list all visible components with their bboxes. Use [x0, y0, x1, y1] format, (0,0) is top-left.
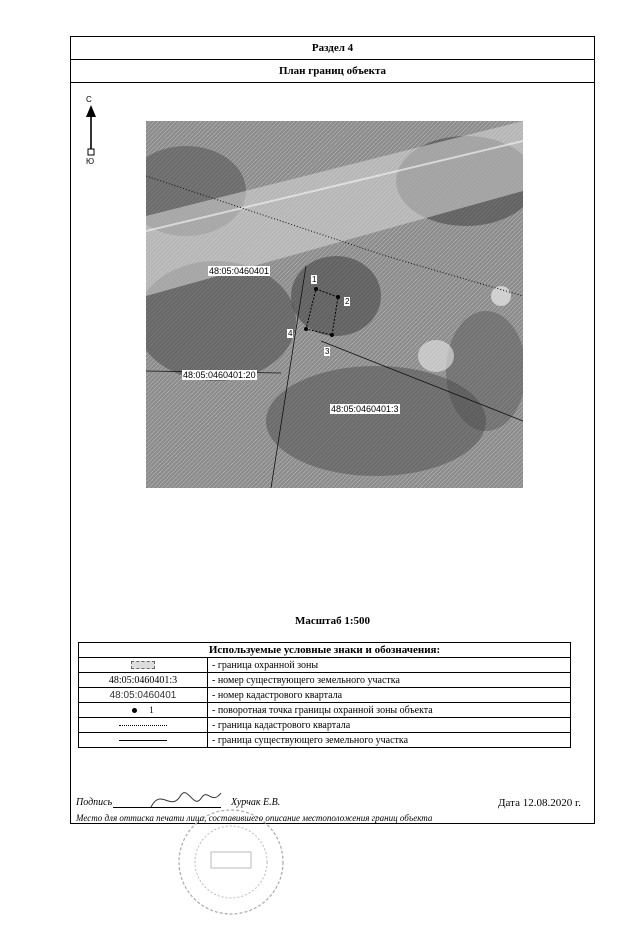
north-arrow-icon — [85, 105, 97, 157]
legend-row — [79, 658, 571, 673]
solid-line-symbol — [119, 740, 167, 741]
map-label-parcel-20: 48:05:0460401:20 — [183, 370, 256, 380]
legend-table — [78, 642, 571, 748]
legend-row — [79, 718, 571, 733]
map-label-quarter: 48:05:0460401 — [209, 266, 270, 276]
legend-desc: - поворотная точка границы охранной зоны объекта — [208, 703, 571, 718]
legend-symbol-parcel: 48:05:0460401:3 — [79, 673, 208, 688]
map-point-3: 3 — [325, 347, 330, 356]
compass-north-label: С — [86, 95, 92, 104]
signer-name: Хурчак Е.В. — [231, 797, 281, 808]
document-frame — [70, 36, 595, 824]
zone-boundary-symbol — [131, 661, 155, 669]
map-scale: Масштаб 1:500 — [294, 615, 370, 627]
legend-desc: - номер кадастрового квартала — [208, 688, 571, 703]
signature-scribble-icon — [146, 785, 226, 815]
legend-row — [79, 688, 571, 703]
seal-stamp-icon — [171, 807, 291, 927]
map-image — [146, 121, 523, 488]
legend-symbol-quarter: 48:05:0460401 — [79, 688, 208, 703]
legend-title-row — [79, 643, 571, 658]
legend-symbol-quarter-boundary — [79, 718, 208, 733]
legend-row — [79, 673, 571, 688]
legend-desc: - граница существующего земельного участка — [208, 733, 571, 748]
legend-symbol-point — [79, 703, 208, 718]
legend-symbol-zone — [79, 658, 208, 673]
map-point-4: 4 — [288, 329, 293, 338]
legend-title: Используемые условные знаки и обозначения: — [79, 643, 571, 658]
map-background — [146, 121, 523, 488]
page-title: План границ объекта — [71, 60, 594, 83]
turning-point-number: 1 — [149, 704, 154, 715]
legend-symbol-parcel-boundary — [79, 733, 208, 748]
map-point-2: 2 — [345, 297, 350, 306]
legend-desc: - граница охранной зоны — [208, 658, 571, 673]
signature-date: Дата 12.08.2020 г. — [498, 797, 581, 809]
compass-south-label: Ю — [86, 157, 95, 166]
legend-row — [79, 733, 571, 748]
compass — [81, 95, 101, 175]
legend-desc: - номер существующего земельного участка — [208, 673, 571, 688]
signature-label: Подпись — [76, 797, 113, 808]
map-point-1: 1 — [312, 275, 317, 284]
dotted-line-symbol — [119, 725, 167, 726]
section-header: Раздел 4 — [71, 37, 594, 60]
legend-desc: - граница кадастрового квартала — [208, 718, 571, 733]
stamp-place-note: Место для оттиска печати лица, составившего описание местоположения границ объекта — [76, 813, 433, 823]
legend-row — [79, 703, 571, 718]
map-label-parcel-3: 48:05:0460401:3 — [331, 404, 399, 414]
turning-point-dot-icon — [132, 708, 137, 713]
